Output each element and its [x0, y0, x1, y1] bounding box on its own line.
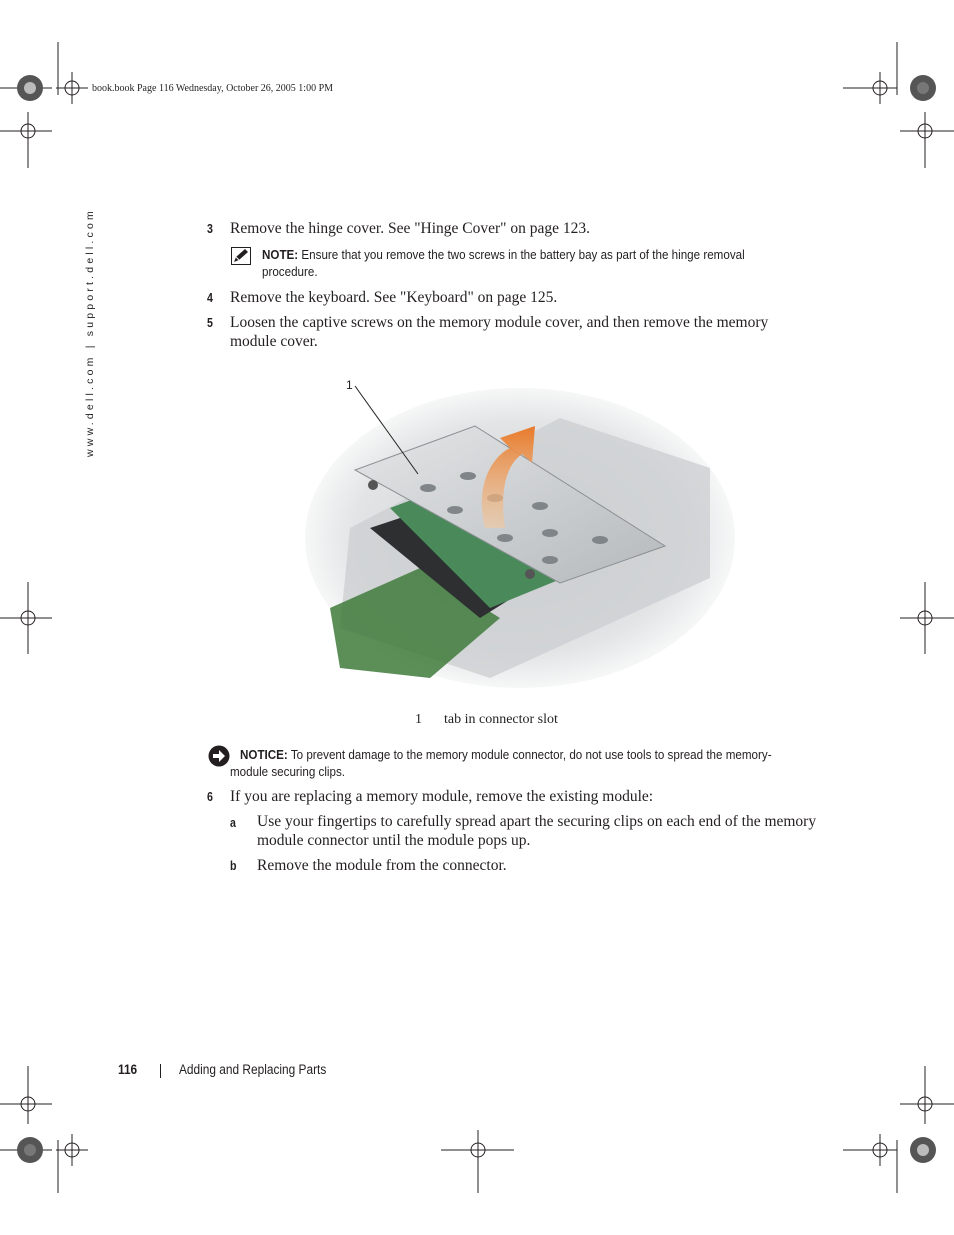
step-3-number: 3 — [207, 222, 213, 236]
notice-text-line1: To prevent damage to the memory module connector, do not use tools to spread the memory- — [290, 748, 772, 762]
step-5-text-line1: Loosen the captive screws on the memory module cover, and then remove the memory — [230, 314, 769, 331]
caption-number: 1 — [415, 712, 422, 727]
notice-text-line2: module securing clips. — [230, 765, 346, 779]
print-header-stamp: book.book Page 116 Wednesday, October 26, 2005 1:00 PM — [92, 83, 334, 94]
substep-b-letter: b — [230, 859, 237, 873]
substep-a-letter: a — [230, 816, 236, 830]
step-4-text: Remove the keyboard. See "Keyboard" on page 125. — [230, 289, 558, 306]
caption-text: tab in connector slot — [444, 712, 558, 727]
chapter-title: Adding and Replacing Parts — [179, 1062, 327, 1077]
step-5-number: 5 — [207, 316, 213, 330]
step-6-number: 6 — [207, 790, 213, 804]
note-label: NOTE: — [262, 248, 299, 262]
step-4-number: 4 — [207, 291, 213, 305]
page-number: 116 — [118, 1062, 138, 1077]
note-block — [262, 247, 801, 281]
step-3-text: Remove the hinge cover. See "Hinge Cover" on page 123. — [230, 220, 591, 237]
substep-b-text: Remove the module from the connector. — [257, 857, 507, 874]
substep-a-line2: module connector until the module pops up. — [257, 832, 531, 849]
notice-line1 — [240, 747, 772, 764]
step-5-text-line2: module cover. — [230, 333, 318, 350]
substep-a-line1: Use your fingertips to carefully spread apart the securing clips on each end of the memory — [257, 813, 817, 830]
sidebar-url: www.dell.com | support.dell.com — [84, 208, 96, 457]
notice-label: NOTICE: — [240, 748, 288, 762]
note-text: Ensure that you remove the two screws in the battery bay as part of the hinge removal procedure. — [262, 248, 745, 279]
step-6-text: If you are replacing a memory module, remove the existing module: — [230, 788, 654, 805]
notice-arrow-icon — [208, 745, 230, 767]
figure-callout-number: 1 — [346, 378, 353, 392]
pencil-note-icon — [231, 247, 251, 265]
footer-separator — [160, 1064, 161, 1078]
memory-module-cover-illustration — [310, 378, 730, 688]
